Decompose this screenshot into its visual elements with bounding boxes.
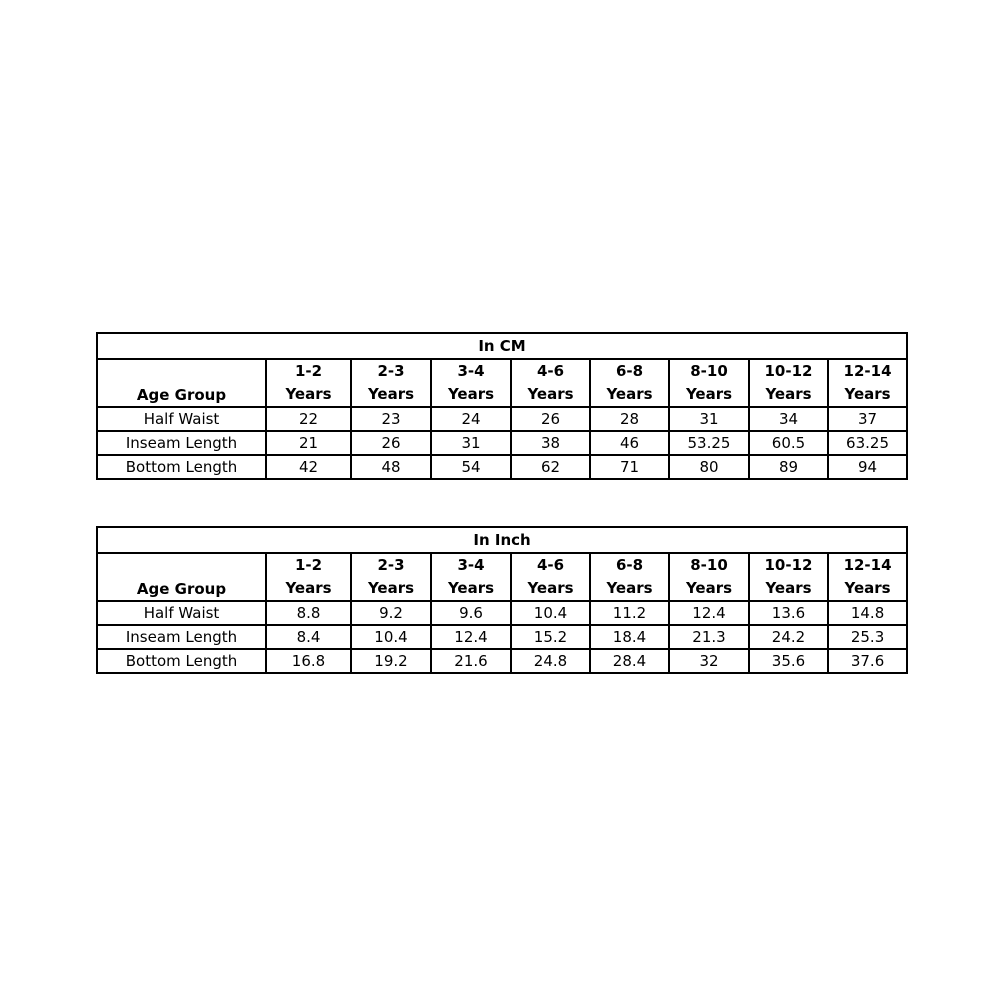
measurement-cell: 34	[749, 407, 828, 431]
age-range-label: 6-8	[615, 362, 644, 380]
row-label: Bottom Length	[97, 455, 266, 479]
age-unit-label: Years	[527, 579, 574, 597]
age-range-label: 2-3	[377, 556, 405, 574]
measurement-cell: 14.8	[828, 601, 907, 625]
age-range-header	[590, 553, 669, 601]
age-range-header	[351, 359, 431, 407]
measurement-cell: 63.25	[828, 431, 907, 455]
age-unit-label: Years	[285, 579, 332, 597]
measurement-rows	[97, 407, 907, 479]
measurement-cell: 24.8	[511, 649, 590, 673]
age-unit-label: Years	[844, 385, 891, 403]
age-range-header	[749, 553, 828, 601]
measurement-cell: 25.3	[828, 625, 907, 649]
measurement-cell: 24	[431, 407, 511, 431]
age-range-label: 1-2	[294, 556, 323, 574]
measurement-cell: 31	[669, 407, 749, 431]
measurement-cell: 37.6	[828, 649, 907, 673]
age-unit-label: Years	[606, 579, 653, 597]
measurement-cell: 13.6	[749, 601, 828, 625]
age-unit-label: Years	[685, 579, 733, 597]
age-range-label: 6-8	[615, 556, 644, 574]
age-range-label: 3-4	[457, 362, 485, 380]
measurement-cell: 8.4	[266, 625, 351, 649]
measurement-cell: 19.2	[351, 649, 431, 673]
measurement-cell: 10.4	[351, 625, 431, 649]
age-range-header	[431, 359, 511, 407]
age-unit-label: Years	[367, 579, 415, 597]
age-range-label: 8-10	[690, 556, 728, 574]
age-range-header	[266, 553, 351, 601]
table-title: In CM	[97, 333, 907, 359]
table-title-row	[97, 333, 907, 359]
age-range-label: 1-2	[294, 362, 323, 380]
table-row	[97, 649, 907, 673]
age-group-header: Age Group	[97, 553, 266, 601]
age-range-header	[749, 359, 828, 407]
measurement-cell: 94	[828, 455, 907, 479]
age-range-label: 12-14	[843, 362, 892, 380]
table-row	[97, 431, 907, 455]
age-range-label: 10-12	[764, 362, 813, 380]
age-range-label: 3-4	[457, 556, 485, 574]
measurement-cell: 26	[511, 407, 590, 431]
age-group-header-row	[97, 553, 907, 601]
measurement-cell: 21.6	[431, 649, 511, 673]
measurement-cell: 8.8	[266, 601, 351, 625]
measurement-cell: 21.3	[669, 625, 749, 649]
age-range-header	[351, 553, 431, 601]
age-group-header: Age Group	[97, 359, 266, 407]
age-range-header	[669, 359, 749, 407]
measurement-cell: 62	[511, 455, 590, 479]
age-range-header	[266, 359, 351, 407]
measurement-cell: 37	[828, 407, 907, 431]
measurement-cell: 32	[669, 649, 749, 673]
table-title: In Inch	[97, 527, 907, 553]
age-range-header	[511, 553, 590, 601]
measurement-cell: 38	[511, 431, 590, 455]
measurement-cell: 89	[749, 455, 828, 479]
table-title-row	[97, 527, 907, 553]
measurement-cell: 9.2	[351, 601, 431, 625]
measurement-cell: 28.4	[590, 649, 669, 673]
age-group-header-row	[97, 359, 907, 407]
measurement-cell: 12.4	[431, 625, 511, 649]
age-range-label: 4-6	[536, 556, 565, 574]
age-range-label: 8-10	[690, 362, 728, 380]
age-range-label: 4-6	[536, 362, 565, 380]
row-label: Inseam Length	[97, 431, 266, 455]
measurement-cell: 11.2	[590, 601, 669, 625]
age-unit-label: Years	[447, 579, 495, 597]
measurement-cell: 31	[431, 431, 511, 455]
row-label: Half Waist	[97, 407, 266, 431]
age-range-header	[828, 359, 907, 407]
measurement-cell: 28	[590, 407, 669, 431]
age-unit-label: Years	[844, 579, 891, 597]
measurement-cell: 71	[590, 455, 669, 479]
age-range-header	[431, 553, 511, 601]
measurement-cell: 15.2	[511, 625, 590, 649]
age-range-label: 12-14	[843, 556, 892, 574]
measurement-cell: 21	[266, 431, 351, 455]
table-row	[97, 601, 907, 625]
measurement-cell: 80	[669, 455, 749, 479]
measurement-cell: 46	[590, 431, 669, 455]
age-unit-label: Years	[765, 385, 812, 403]
measurement-cell: 16.8	[266, 649, 351, 673]
measurement-cell: 24.2	[749, 625, 828, 649]
age-range-label: 2-3	[377, 362, 405, 380]
row-label: Bottom Length	[97, 649, 266, 673]
measurement-cell: 53.25	[669, 431, 749, 455]
age-unit-label: Years	[447, 385, 495, 403]
age-range-header	[669, 553, 749, 601]
measurement-rows	[97, 601, 907, 673]
age-unit-label: Years	[606, 385, 653, 403]
row-label: Half Waist	[97, 601, 266, 625]
table-row	[97, 407, 907, 431]
measurement-cell: 10.4	[511, 601, 590, 625]
measurement-cell: 35.6	[749, 649, 828, 673]
size-chart-cm-table	[96, 332, 908, 480]
table-row	[97, 625, 907, 649]
row-label: Inseam Length	[97, 625, 266, 649]
measurement-cell: 54	[431, 455, 511, 479]
measurement-cell: 23	[351, 407, 431, 431]
measurement-cell: 22	[266, 407, 351, 431]
age-unit-label: Years	[527, 385, 574, 403]
measurement-cell: 18.4	[590, 625, 669, 649]
age-unit-label: Years	[285, 385, 332, 403]
age-range-header	[511, 359, 590, 407]
measurement-cell: 26	[351, 431, 431, 455]
table-row	[97, 455, 907, 479]
age-range-label: 10-12	[764, 556, 813, 574]
age-unit-label: Years	[367, 385, 415, 403]
measurement-cell: 60.5	[749, 431, 828, 455]
age-range-header	[590, 359, 669, 407]
measurement-cell: 9.6	[431, 601, 511, 625]
size-chart-inch-table	[96, 526, 908, 674]
measurement-cell: 42	[266, 455, 351, 479]
age-unit-label: Years	[765, 579, 812, 597]
age-unit-label: Years	[685, 385, 733, 403]
age-range-header	[828, 553, 907, 601]
measurement-cell: 12.4	[669, 601, 749, 625]
measurement-cell: 48	[351, 455, 431, 479]
